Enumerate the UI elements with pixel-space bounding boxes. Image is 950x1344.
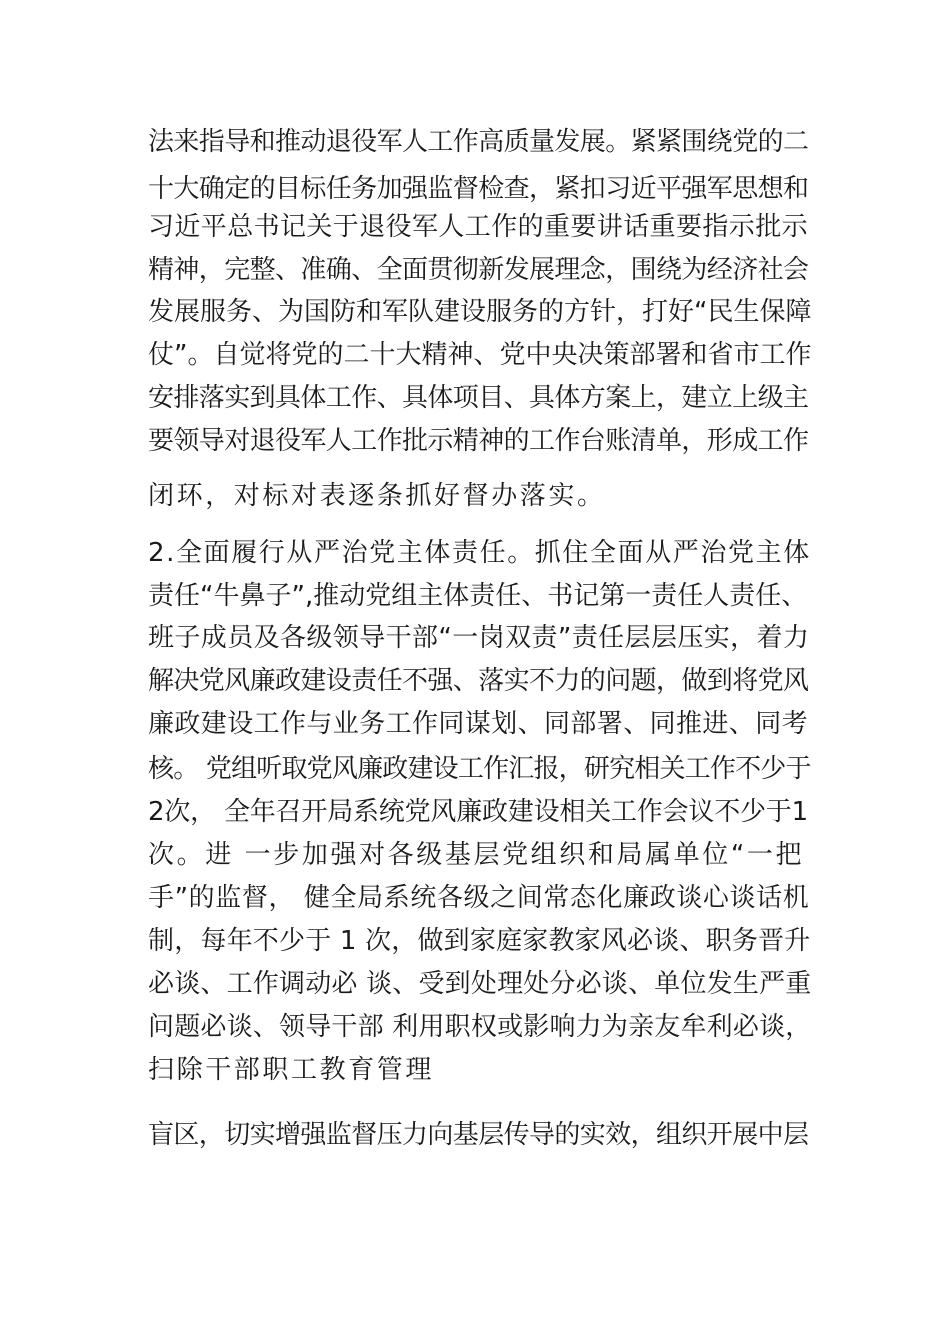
text-line: 责任“牛鼻子”,推动党组主体责任、书记第一责任人责任、: [148, 581, 808, 611]
text-line: 核。 党组听取党风廉政建设工作汇报，研究相关工作不少于: [148, 754, 811, 784]
text-line: 闭环，对标对表逐条抓好督办落实。: [148, 481, 606, 511]
text-line: 发展服务、为国防和军队建设服务的方针，打好“民生保障: [148, 297, 812, 327]
text-line: 班子成员及各级领导干部“一岗双责”责任层层压实，着力: [148, 623, 810, 653]
paragraph-start-line: 2.全面履行从严治党主体责任。抓住全面从严治党主体: [148, 538, 811, 568]
text-line: 次。进 一步加强对各级基层党组织和局属单位“一把: [148, 840, 805, 870]
text-line: 2次， 全年召开局系统党风廉政建设相关工作会议不少于1: [148, 797, 808, 827]
text-line: 仗”。自觉将党的二十大精神、党中央决策部署和省市工作: [148, 340, 812, 370]
text-line: 解决党风廉政建设责任不强、落实不力的问题，做到将党风: [148, 666, 809, 696]
text-line: 安排落实到具体工作、具体项目、具体方案上，建立上级主: [148, 383, 809, 413]
text-line: 法来指导和推动退役军人工作高质量发展。紧紧围绕党的二: [148, 127, 809, 157]
text-line: 精神，完整、准确、全面贯彻新发展理念，围绕为经济社会: [148, 255, 809, 285]
text-line: 十大确定的目标任务加强监督检查，紧扣习近平强军思想和: [148, 174, 809, 204]
text-line: 习近平总书记关于退役军人工作的重要讲话重要指示批示: [148, 212, 809, 242]
text-line: 问题必谈、领导干部 利用职权或影响力为亲友牟利必谈，: [148, 1012, 812, 1042]
text-line: 手”的监督， 健全局系统各级之间常态化廉政谈心谈话机: [148, 883, 810, 913]
text-line: 制，每年不少于 1 次，做到家庭家教家风必谈、职务晋升: [148, 926, 811, 956]
text-line: 必谈、工作调动必 谈、受到处理处分必谈、单位发生严重: [148, 969, 812, 999]
text-line: 扫除干部职工教育管理: [148, 1055, 435, 1085]
text-line: 廉政建设工作与业务工作同谋划、同部署、同推进、同考: [148, 709, 809, 739]
text-line: 盲区，切实增强监督压力向基层传导的实效，组织开展中层: [148, 1120, 809, 1150]
text-line: 要领导对退役军人工作批示精神的工作台账清单，形成工作: [148, 426, 809, 456]
